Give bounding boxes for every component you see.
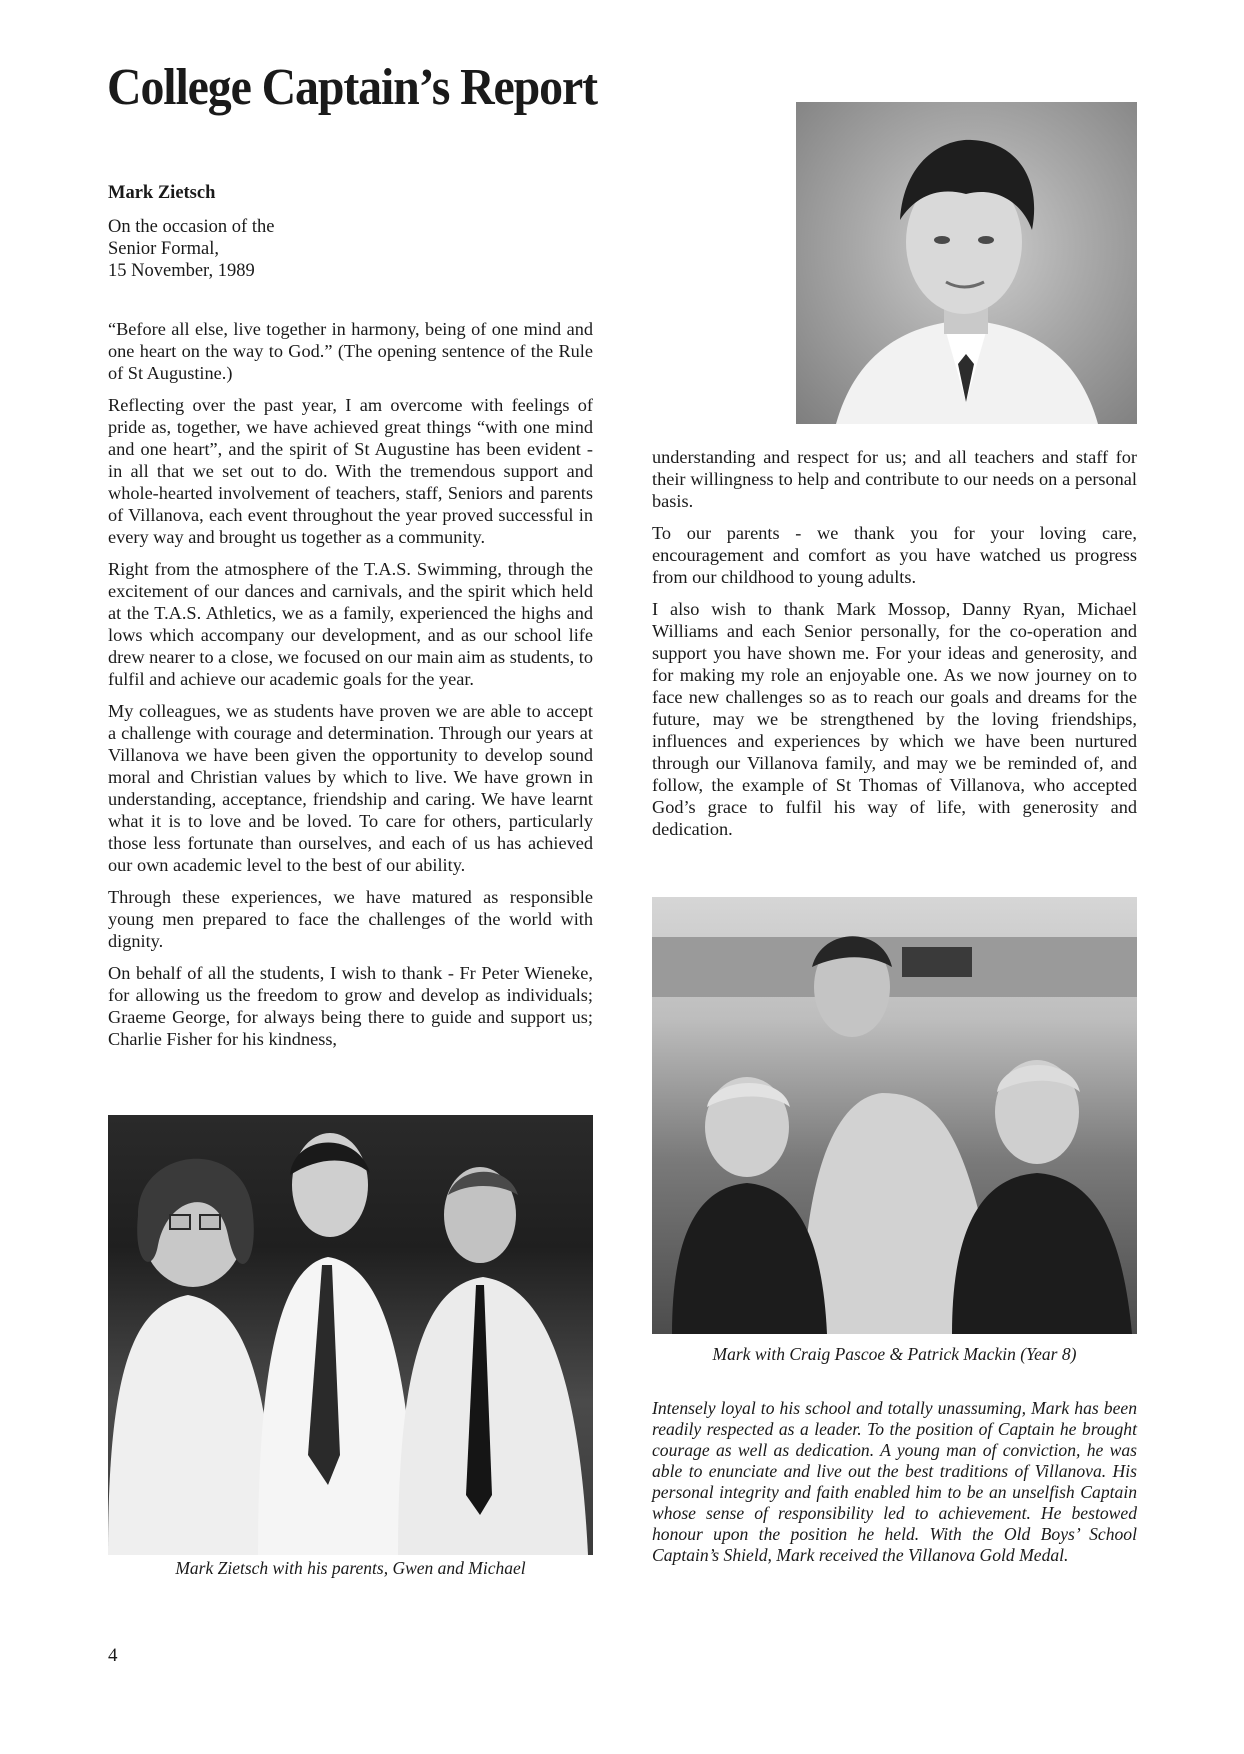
occasion-line: Senior Formal,	[108, 239, 219, 259]
page-number: 4	[108, 1645, 118, 1666]
portrait-photo	[796, 102, 1137, 424]
occasion-line: On the occasion of the	[108, 217, 275, 237]
occasion-line: 15 November, 1989	[108, 261, 255, 281]
paragraph: Reflecting over the past year, I am overcome with feelings of pride as, together, we have achieved great things “with one mind and one heart”, and the spirit of St Augustine has been evident - in all that we set out to do. With the tremendous support and whole-hearted involvement of teachers, staff, Seniors and parents of Villanova, each event throughout the year proved successful in every way and brought us together as a community.	[108, 395, 593, 547]
paragraph: On behalf of all the students, I wish to thank - Fr Peter Wieneke, for allowing us the freedom to grow and develop as individuals; Graeme George, for always being there to guide and support us; Charlie Fisher for his kindness,	[108, 963, 593, 1049]
paragraph: Right from the atmosphere of the T.A.S. Swimming, through the excitement of our dances and carnivals, and the spirit which held at the T.A.S. Athletics, we as a family, experienced the highs and lows which accompany our development, and as our school life drew nearer to a close, we focused on our main aim as students, to fulfil and achieve our academic goals for the year.	[108, 559, 593, 689]
parents-photo	[108, 1115, 593, 1555]
paragraph: “Before all else, live together in harmony, being of one mind and one heart on the way to God.” (The opening sentence of the Rule of St Augustine.)	[108, 319, 593, 383]
boys-photo	[652, 897, 1137, 1334]
paragraph: Through these experiences, we have matured as responsible young men prepared to face the challenges of the world with dignity.	[108, 887, 593, 951]
parents-figures	[108, 1115, 593, 1555]
author-name: Mark Zietsch	[108, 183, 216, 203]
paragraph: To our parents - we thank you for your loving care, encouragement and comfort as you have watched us progress from our childhood to young adults.	[652, 523, 1137, 587]
paragraph: understanding and respect for us; and all teachers and staff for their willingness to help and contribute to our needs on a personal basis.	[652, 447, 1137, 511]
paragraph: My colleagues, we as students have proven we are able to accept a challenge with courage and determination. Through our years at Villanova we have been given the opportunity to develop sound moral and Christian values by which to live. We have grown in understanding, acceptance, friendship and caring. We have learnt what it is to love and be loved. To care for others, particularly those less fortunate than ourselves, and each of us has achieved our own academic level to the best of our ability.	[108, 701, 593, 875]
portrait-figure	[796, 102, 1137, 424]
boys-photo-caption: Mark with Craig Pascoe & Patrick Mackin (Year 8)	[712, 1344, 1077, 1364]
article-column-left	[108, 318, 593, 1060]
occasion-text	[108, 216, 588, 282]
parents-photo-caption: Mark Zietsch with his parents, Gwen and Michael	[175, 1558, 526, 1578]
byline	[108, 181, 588, 282]
tribute-text: Intensely loyal to his school and totally unassuming, Mark has been readily respected as a leader. To the position of Captain he brought courage as well as dedication. A young man of conviction, he was able to enunciate and live out the best traditions of Villanova. His personal integrity and faith enabled him to be an unselfish Captain whose sense of responsibility led to achievement. He bestowed honour upon the position he held. With the Old Boys’ School Captain’s Shield, Mark received the Villanova Gold Medal.	[652, 1398, 1137, 1565]
article-column-right	[652, 446, 1137, 850]
boys-figures	[652, 897, 1137, 1334]
paragraph: I also wish to thank Mark Mossop, Danny Ryan, Michael Williams and each Senior personally, for the co-operation and support you have shown me. For your ideas and generosity, and for making my role an enjoyable one. As we now journey on to face new challenges so as to reach our goals and dreams for the future, may we be strengthened by the loving friendships, influences and experiences by which we have been nurtured through our Villanova family, and may we be reminded of, and follow, the example of St Thomas of Villanova, who accepted God’s grace to fulfil his way of life, with generosity and dedication.	[652, 599, 1137, 839]
page-title: College Captain’s Report	[107, 59, 597, 116]
